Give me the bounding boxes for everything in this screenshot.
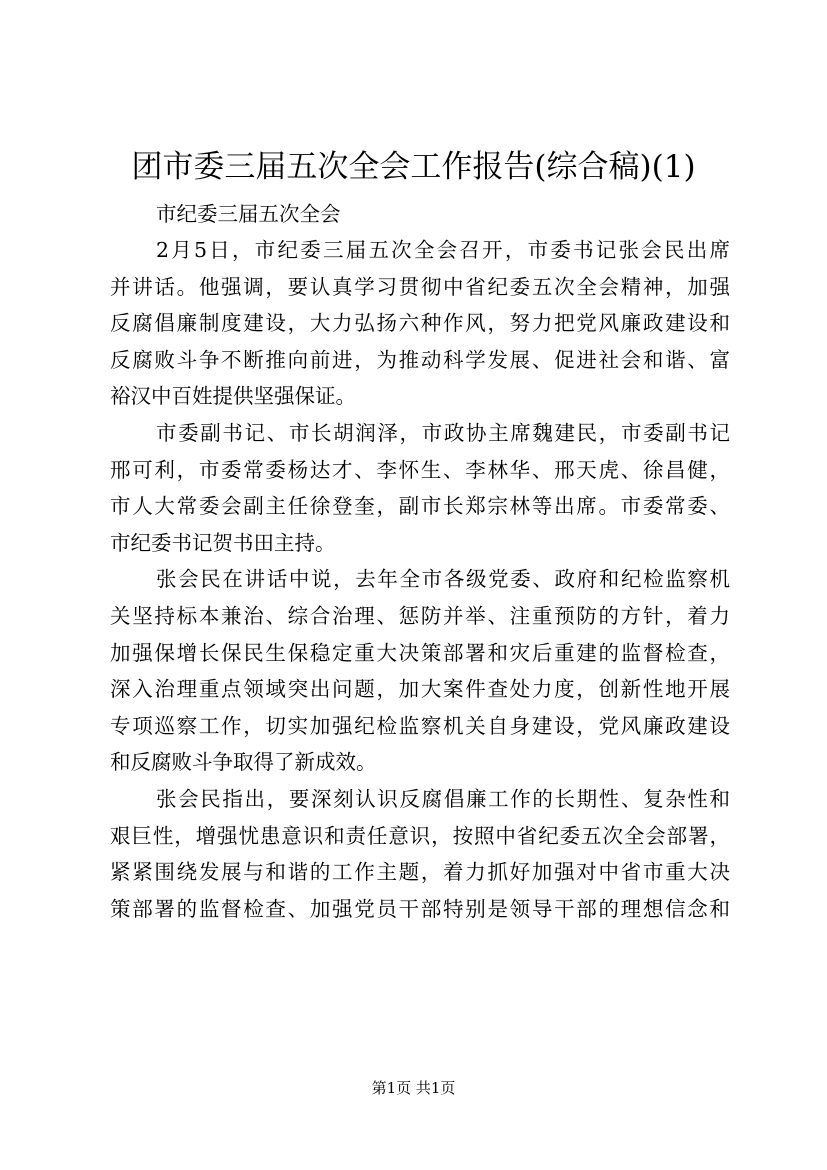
paragraph-line: 深入治理重点领域突出问题，加大案件查处力度，创新性地开展 — [110, 677, 730, 702]
paragraph-line: 邢可利，市委常委杨达才、李怀生、李林华、邢天虎、徐昌健， — [110, 457, 730, 482]
paragraph-line: 反腐败斗争不断推向前进，为推动科学发展、促进社会和谐、富 — [110, 347, 730, 372]
paragraph-line: 关坚持标本兼治、综合治理、惩防并举、注重预防的方针，着力 — [110, 603, 730, 628]
page-footer: 第1页 共1页 — [371, 1079, 456, 1097]
paragraph-line: 市人大常委会副主任徐登奎，副市长郑宗林等出席。市委常委、 — [110, 494, 730, 519]
paragraph-line: 2月5日，市纪委三届五次全会召开，市委书记张会民出席 — [156, 238, 730, 262]
paragraph-line: 市委副书记、市长胡润泽，市政协主席魏建民，市委副书记 — [156, 420, 730, 445]
paragraph-line: 裕汉中百姓提供坚强保证。 — [110, 384, 356, 409]
paragraph-line: 艰巨性，增强忧患意识和责任意识，按照中省纪委五次全会部署， — [110, 823, 730, 848]
paragraph-line: 专项巡察工作，切实加强纪检监察机关自身建设，党风廉政建设 — [110, 713, 730, 738]
document-subtitle: 市纪委三届五次全会 — [156, 202, 341, 226]
paragraph-line: 和反腐败斗争取得了新成效。 — [110, 750, 377, 775]
paragraph-line: 策部署的监督检查、加强党员干部特别是领导干部的理想信念和 — [110, 896, 730, 921]
paragraph-line: 紧紧围绕发展与和谐的工作主题，着力抓好加强对中省市重大决 — [110, 860, 730, 885]
document-body — [110, 196, 730, 927]
document-title: 团市委三届五次全会工作报告(综合稿)(1) — [131, 149, 696, 185]
paragraph-2 — [110, 415, 730, 561]
paragraph-3 — [110, 561, 730, 781]
paragraph-line: 并讲话。他强调，要认真学习贯彻中省纪委五次全会精神，加强 — [110, 274, 730, 299]
paragraph-line: 反腐倡廉制度建设，大力弘扬六种作风，努力把党风廉政建设和 — [110, 311, 730, 336]
paragraph-line: 加强保增长保民生保稳定重大决策部署和灾后重建的监督检查， — [110, 640, 730, 665]
paragraph-line: 张会民在讲话中说，去年全市各级党委、政府和纪检监察机 — [156, 567, 730, 592]
paragraph-line: 张会民指出，要深刻认识反腐倡廉工作的长期性、复杂性和 — [156, 786, 730, 811]
paragraph-line: 市纪委书记贺书田主持。 — [110, 530, 336, 555]
paragraph-4 — [110, 781, 730, 927]
paragraph-1 — [110, 232, 730, 415]
